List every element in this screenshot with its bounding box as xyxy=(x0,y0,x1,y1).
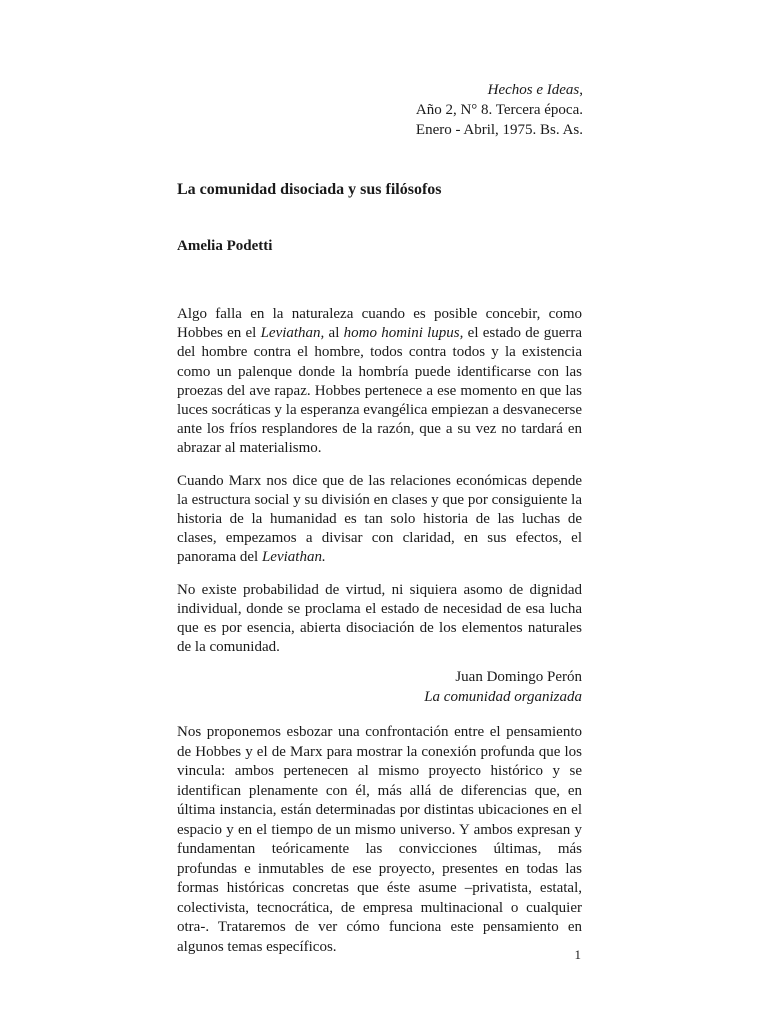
attribution-book: La comunidad organizada xyxy=(424,688,582,705)
epigraph-text: Algo falla en la naturaleza cuando es posible concebir, como Hobbes en el xyxy=(177,306,582,342)
epigraph-text: el estado de guerra del hombre contra el hombre, todos contra todos y la existencia como un palenque donde la hombría puede identificarse con las proezas del ave rapaz. Hobbes pertenece a ese momento en que las luces socráticas y la esperanza evangélica empiezan a desvanecerse ante los fríos resplandores de la razón, que a su vez no tardará en abrazar al materialismo. xyxy=(177,325,583,457)
body-paragraph-1: Nos proponemos esbozar una confrontación entre el pensamiento de Hobbes y el de Marx para mostrar la conexión profunda que los vincula: ambos pertenecen al mismo proyecto histórico y se identifican plenamente con él, más allá de diferencias que, en última instancia, están determinadas por distintas ubicaciones en el espacio y en el tiempo de un mismo universo. Y ambos expresan y fundamentan teóricamente las convicciones últimas, más profundas e inmutables de ese proyecto, presentes en todas las formas históricas concretas que éste asume –privatista, estatal, colectivista, tecnocrática, de empresa multinacional o cualquier otra-. Trataremos de ver cómo funciona este pensamiento en algunos temas específicos. xyxy=(177,724,582,955)
article-author: Amelia Podetti xyxy=(177,238,273,254)
article-title: La comunidad disociada y sus filósofos xyxy=(177,181,442,198)
epigraph xyxy=(177,305,582,707)
article-body xyxy=(177,723,582,957)
issue-line: Año 2, N° 8. Tercera época. xyxy=(415,102,583,118)
epigraph-italic: homo homini lupus, xyxy=(343,325,464,342)
epigraph-text: Cuando Marx nos dice que de las relaciones económicas depende la estructura social y su división en clases y que por consiguiente la historia de la humanidad es tan solo historia de las luchas de clases, empezamos a divisar con claridad, en sus efectos, el panorama del xyxy=(177,472,582,566)
publication-header xyxy=(416,80,583,140)
epigraph-italic: Leviathan. xyxy=(261,549,326,566)
journal-name: Hechos e Ideas xyxy=(487,82,580,98)
epigraph-attribution xyxy=(177,668,582,707)
epigraph-paragraph-1 xyxy=(177,305,582,459)
journal-suffix: , xyxy=(579,82,583,98)
date-line: Enero - Abril, 1975. Bs. As. xyxy=(415,122,583,138)
epigraph-paragraph-2 xyxy=(177,472,582,568)
attribution-name: Juan Domingo Perón xyxy=(455,669,582,686)
epigraph-paragraph-3: No existe probabilidad de virtud, ni siquiera asomo de dignidad individual, donde se proclama el estado de necesidad de esa lucha que es por esencia, abierta disociación de los elementos naturales de la comunidad. xyxy=(177,581,582,656)
epigraph-text: al xyxy=(324,325,344,342)
page-number: 1 xyxy=(574,947,581,962)
journal-line xyxy=(416,80,583,100)
epigraph-italic: Leviathan, xyxy=(260,325,325,342)
